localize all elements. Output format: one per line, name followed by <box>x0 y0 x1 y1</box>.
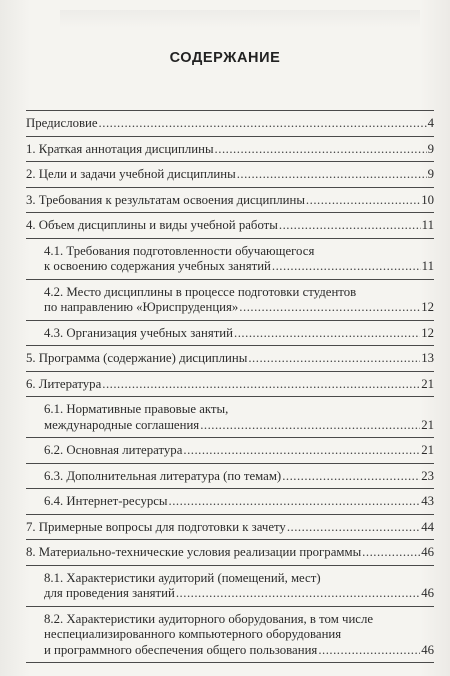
page-number: 11 <box>421 218 434 232</box>
toc-entry[interactable] <box>26 540 434 566</box>
toc-entry-text: 8.2. Характеристики аудиторного оборудования, в том числе <box>44 611 374 626</box>
toc-entry-text: к освоению содержания учебных занятий <box>44 259 271 273</box>
toc-entry-text: 5. Программа (содержание) дисциплины <box>26 351 248 365</box>
toc-entry-text: 8. Материально-технические условия реализации программы <box>26 545 362 559</box>
toc-entry[interactable] <box>26 397 434 438</box>
page-number: 21 <box>421 417 434 432</box>
toc-entry-text: для проведения занятий <box>44 586 175 600</box>
toc-entry[interactable] <box>26 280 434 321</box>
dot-leader <box>237 167 427 183</box>
dot-leader <box>287 520 420 536</box>
page-number: 12 <box>421 300 434 314</box>
dot-leader <box>169 494 421 510</box>
page-number: 9 <box>427 141 434 156</box>
toc-entry-text: 4.1. Требования подготовленности обучающегося <box>44 243 315 258</box>
page-number: 4 <box>427 116 434 130</box>
page-number: 44 <box>421 519 434 534</box>
page-number: 11 <box>421 259 434 273</box>
dot-leader <box>99 116 427 132</box>
toc-entry-text: 4.3. Организация учебных занятий <box>44 325 234 340</box>
dot-leader <box>318 643 420 659</box>
toc-entry[interactable] <box>26 239 434 280</box>
dot-leader <box>234 326 420 342</box>
toc-entry[interactable] <box>26 188 434 214</box>
dot-leader <box>362 545 420 561</box>
toc-entry[interactable] <box>26 607 434 664</box>
toc-entry-text: и программного обеспечения общего пользования <box>44 642 318 657</box>
dot-leader <box>248 351 420 367</box>
dot-leader <box>176 586 420 602</box>
dot-leader <box>279 218 421 234</box>
dot-leader <box>239 300 420 316</box>
toc-entry-text: 6.2. Основная литература <box>44 443 183 457</box>
toc-entry[interactable] <box>26 346 434 372</box>
toc-entry-text: 7. Примерные вопросы для подготовки к зачету <box>26 519 286 534</box>
toc-entry-text: Предисловие <box>26 116 98 130</box>
dot-leader <box>306 193 420 209</box>
dot-leader <box>102 377 420 393</box>
page-number: 23 <box>421 468 434 483</box>
toc-entry-text: по направлению «Юриспруденция» <box>44 300 239 314</box>
dot-leader <box>282 469 420 485</box>
page-number: 43 <box>421 494 434 508</box>
toc-entry-text: 1. Краткая аннотация дисциплины <box>26 141 214 156</box>
toc-entry[interactable] <box>26 162 434 188</box>
toc-entry[interactable] <box>26 321 434 347</box>
toc-entry-text: 6.4. Интернет-ресурсы <box>44 494 168 508</box>
toc-entry[interactable] <box>26 213 434 239</box>
toc-entry-text: 6.1. Нормативные правовые акты, <box>44 402 229 416</box>
page-number: 10 <box>421 192 434 207</box>
dot-leader <box>183 443 420 459</box>
toc-entry[interactable] <box>26 137 434 163</box>
page-number: 46 <box>421 586 434 600</box>
page-number: 46 <box>421 642 434 657</box>
page-number: 46 <box>421 545 434 559</box>
toc-entry[interactable] <box>26 438 434 464</box>
toc-entry[interactable] <box>26 464 434 490</box>
toc-entry-text: 2. Цели и задачи учебной дисциплины <box>26 167 236 181</box>
page-number: 21 <box>421 443 434 457</box>
bleed-through-text <box>60 10 420 28</box>
toc-entry-text: 6. Литература <box>26 376 102 391</box>
toc-entry-text: 4.2. Место дисциплины в процессе подготовки студентов <box>44 284 357 299</box>
table-of-contents <box>26 110 434 663</box>
toc-entry-text: 8.1. Характеристики аудиторий (помещений, мест) <box>44 570 321 585</box>
page-number: 13 <box>421 351 434 365</box>
dot-leader <box>215 142 427 158</box>
toc-entry[interactable] <box>26 489 434 515</box>
toc-entry-text: международные соглашения <box>44 417 200 432</box>
page-number: 12 <box>421 325 434 340</box>
page-number: 9 <box>427 167 434 181</box>
toc-entry[interactable] <box>26 566 434 607</box>
toc-entry[interactable] <box>26 515 434 541</box>
dot-leader <box>200 418 420 434</box>
toc-entry-text: 3. Требования к результатам освоения дисциплины <box>26 192 305 207</box>
toc-entry-text: 6.3. Дополнительная литература (по темам) <box>44 468 282 483</box>
dot-leader <box>272 259 421 275</box>
toc-entry[interactable] <box>26 372 434 398</box>
toc-entry-text: 4. Объем дисциплины и виды учебной работы <box>26 218 278 232</box>
page-number: 21 <box>421 376 434 391</box>
page-title: СОДЕРЖАНИЕ <box>169 50 281 66</box>
toc-entry[interactable] <box>26 111 434 137</box>
toc-entry-text: неспециализированного компьютерного оборудования <box>44 627 342 641</box>
